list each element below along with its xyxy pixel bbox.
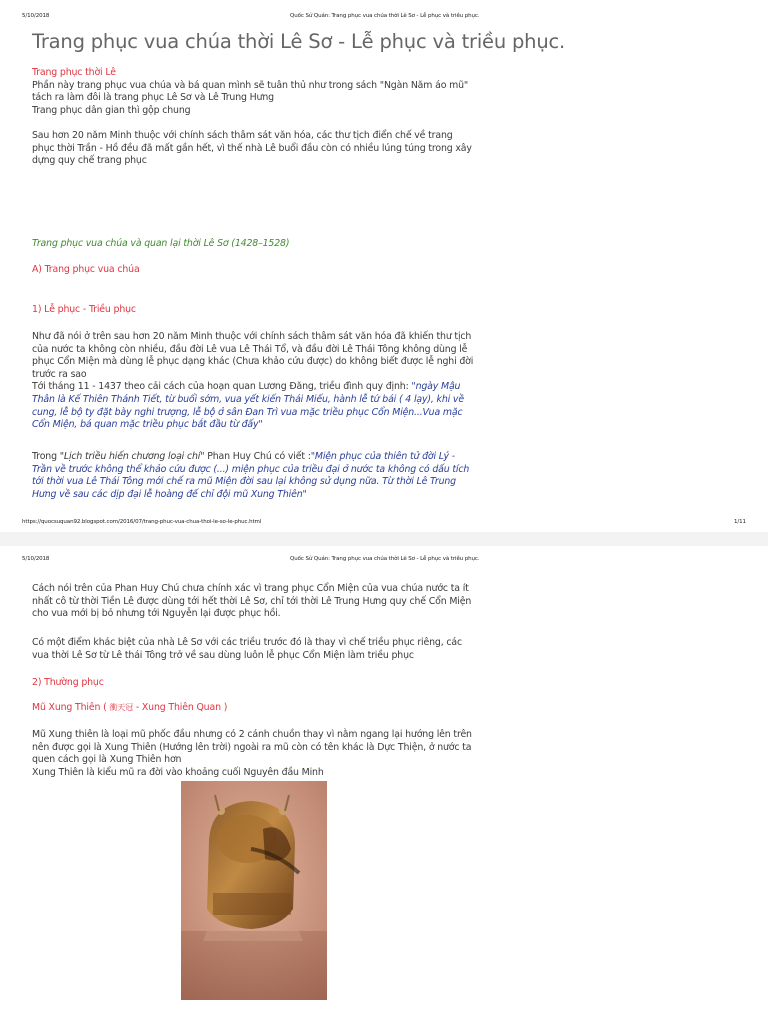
page1-footer-page: 1/11: [734, 519, 746, 525]
heading-2: 2) Thường phục: [32, 677, 104, 688]
subheading-xung-thien: Mũ Xung Thiên ( 衝天冠 - Xung Thiên Quan ): [32, 702, 228, 713]
intro-line-2: tách ra làm đôi là trang phục Lê Sơ và Lê Trung Hưng: [32, 92, 274, 104]
paragraph-8: Xung Thiên là kiểu mũ ra đời vào khoảng cuối Nguyên đầu Minh: [32, 766, 324, 778]
page1-header-title: Quốc Sử Quán: Trang phục vua chúa thời Lê Sơ - Lễ phục và triều phục.: [290, 13, 480, 19]
page1-footer-url: https://quocsuquan92.blogspot.com/2016/07/trang-phuc-vua-chua-thoi-le-so-le-phuc.html: [22, 519, 262, 525]
intro-line-1: Phần này trang phục vua chúa và bá quan mình sẽ tuân thủ như trong sách "Ngàn Năm áo mũ": [32, 79, 469, 91]
paragraph-7: Mũ Xung thiên là loại mũ phốc đầu nhưng có 2 cánh chuồn thay vì nằm ngang lại hướng lên trên nên được gọi là Xung Thiên (Hướng lên trời) ngoài ra mũ còn có tên khác là Dực Thiện, ở nước ta quen cách gọi là Xung Thiên hơn Xung Thiên là kiểu mũ ra đời vào khoảng cuối Nguyên đầu Minh: [32, 729, 474, 779]
crown-illustration: [181, 781, 327, 1000]
intro-line-3: Trang phục dân gian thì gộp chung: [32, 104, 191, 116]
cjk-characters: 衝天冠: [109, 703, 134, 712]
heading-a: A) Trang phục vua chúa: [32, 264, 140, 275]
page2-header-date: 5/10/2018: [22, 556, 50, 562]
paragraph-4: Trong "Lịch triều hiến chương loại chí" Phan Huy Chú có viết :"Miện phục của thiên tử đời Lý - Trần về trước không thể khảo cứu được (...) miện phục của triều đại ở nước ta không có dấu tích tới thời vua Lê Thái Tông mới chế ra mũ Miện đời sau lại không sử dụng nữa. Từ thời Lê Trung Hưng về sau các dịp đại lễ hoàng đế chỉ đội mũ Xung Thiên": [32, 451, 470, 500]
book-title: Lịch triều hiến chương loại chí: [63, 451, 201, 462]
page1-body: [32, 67, 474, 117]
paragraph-3: Tới tháng 11 - 1437 theo cải cách của hoạn quan Lương Đăng, triều đình quy định: "ngày Mậu Thân là Kế Thiên Thánh Tiết, từ buổi sớm, vua yết kiến Thái Miếu, hành lễ tứ bái ( 4 lạy), khi về cung, lễ bộ ty đặt bày nghi trượng, lễ bộ ở sân Đan Trì vua mặc triều phục Cổn Miện...Vua mặc Cổn Miện, bá quan mặc triều phục bắt đầu từ đấy": [32, 381, 464, 431]
paragraph-2: Như đã nói ở trên sau hơn 20 năm Minh thuộc với chính sách thâm sát văn hóa đã khiến thư tịch của nước ta không còn nhiều, đầu đời Lê vua Lê Thái Tổ, và đầu đời Lê Thái Tông không dùng lễ phục Cổn Miện mà dùng lễ phục dạng khác (Chưa khảo cứu được) do không biết được lễ nghi đời trước ra sao Tới tháng 11 - 1437 theo cải cách của hoạn quan Lương Đăng, triều đình quy định: "ngày Mậu Thân là Kế Thiên Thánh Tiết, từ buổi sớm, vua yết kiến Thái Miếu, hành lễ tứ bái ( 4 lạy), khi về cung, lễ bộ ty đặt bày nghi trượng, lễ bộ ở sân Đan Trì vua mặc triều phục Cổn Miện...Vua mặc Cổn Miện, bá quan mặc triều phục bắt đầu từ đấy": [32, 331, 474, 431]
page1-header-date: 5/10/2018: [22, 13, 50, 19]
article-title: Trang phục vua chúa thời Lê Sơ - Lễ phục và triều phục.: [32, 30, 566, 53]
paragraph-1: Sau hơn 20 năm Minh thuộc với chính sách thâm sát văn hóa, các thư tịch điển chế về trang phục thời Trần - Hồ đều đã mất gần hết, vì thế nhà Lê buổi đầu còn có nhiều lúng túng trong xây dựng quy chế trang phục: [32, 130, 472, 167]
quote-1: "ngày Mậu Thân là Kế Thiên Thánh Tiết, từ buổi sớm, vua yết kiến Thái Miếu, hành lễ tứ bái ( 4 lạy), khi về cung, lễ bộ ty đặt bày nghi trượng, lễ bộ ở sân Đan Trì vua mặc triều phục Cổn Miện...Vua mặc Cổn Miện, bá quan mặc triều phục bắt đầu từ đấy": [32, 381, 464, 431]
paragraph-6: Có một điểm khác biệt của nhà Lê Sơ với các triều trước đó là thay vì chế triều phục riêng, các vua thời Lê Sơ từ Lê thái Tông trở về sau dùng luôn lễ phục Cổn Miện làm triều phục: [32, 637, 462, 661]
green-caption: Trang phục vua chúa và quan lại thời Lê Sơ (1428–1528): [32, 238, 290, 249]
page2-header-title: Quốc Sử Quán: Trang phục vua chúa thời Lê Sơ - Lễ phục và triều phục.: [290, 556, 480, 562]
quote-2: "Miện phục của thiên tử đời Lý - Trần về trước không thể khảo cứu được (...) miện phục của triều đại ở nước ta không có dấu tích tới thời vua Lê Thái Tông mới chế ra mũ Miện đời sau lại không sử dụng nữa. Từ thời Lê Trung Hưng về sau các dịp đại lễ hoàng đế chỉ đội mũ Xung Thiên": [32, 451, 470, 500]
crown-photo: [181, 781, 327, 1000]
heading-1: 1) Lễ phục - Triều phục: [32, 304, 136, 315]
section-label: Trang phục thời Lê: [32, 67, 116, 78]
paragraph-5: Cách nói trên của Phan Huy Chú chưa chính xác vì trang phục Cổn Miện của vua chúa nước ta ít nhất cô từ thời Tiền Lê được dùng tới hết thời Lê Sơ, chỉ tới thời Lê Trung Hưng quy chế Cổn Miện cho vua mới bị bỏ nhưng tới Nguyễn lại được phục hồi.: [32, 583, 472, 620]
page-separator: [0, 532, 768, 546]
